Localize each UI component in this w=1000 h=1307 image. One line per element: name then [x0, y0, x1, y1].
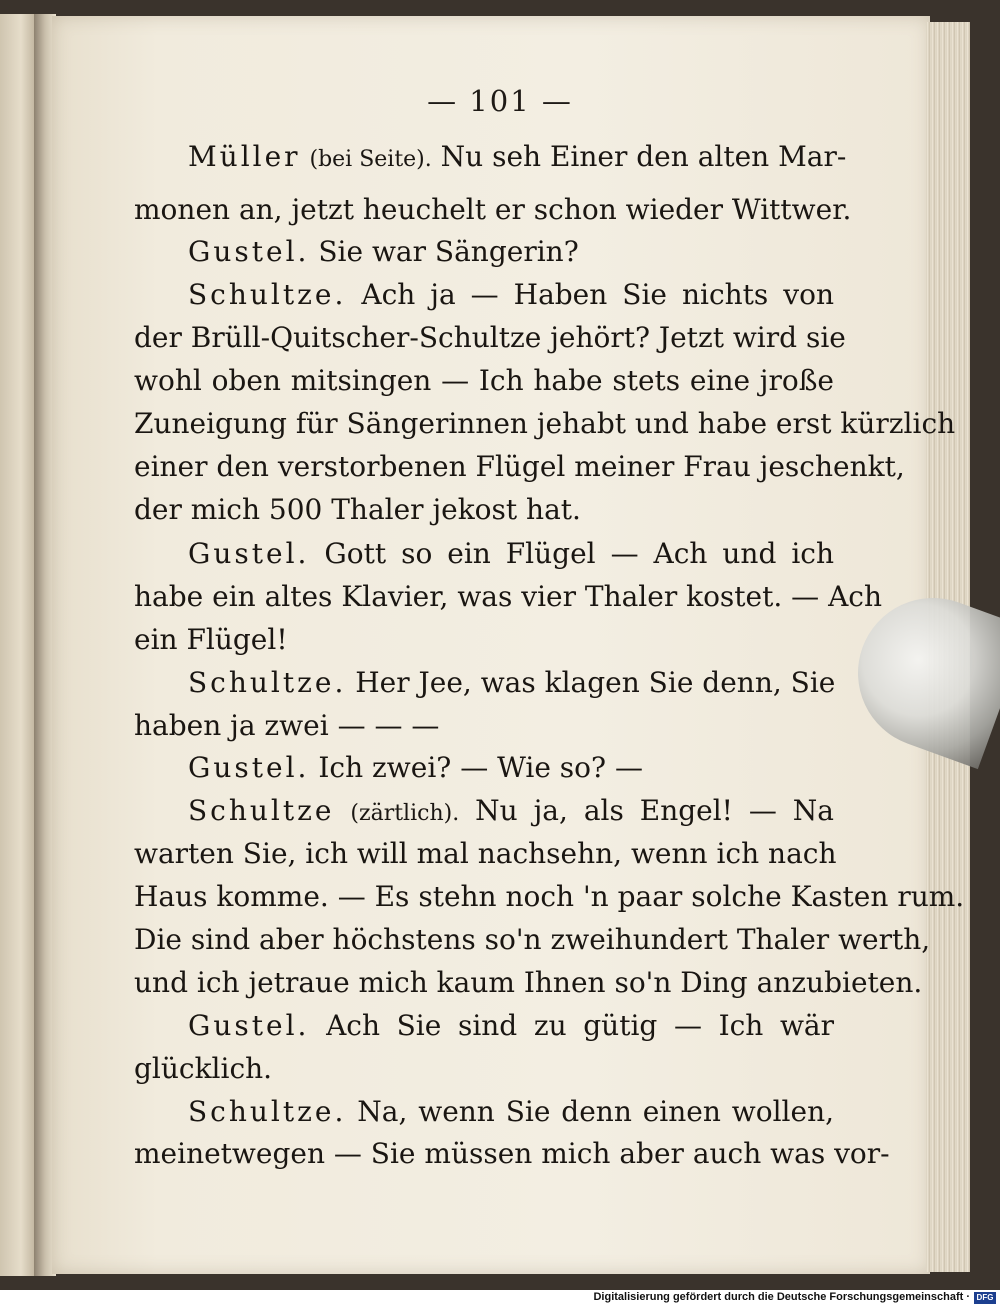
line-text: Her Jee, was klagen Sie denn, Sie — [355, 666, 836, 699]
line-text: der mich 500 Thaler jekost hat. — [134, 493, 581, 526]
speaker-name: Gustel. — [188, 537, 310, 570]
text-line — [188, 748, 834, 788]
line-text: wohl oben mitsingen — Ich habe stets eine jroße — [134, 364, 834, 397]
text-line — [188, 232, 834, 272]
page-number: — 101 — — [427, 84, 573, 118]
left-page-edge — [0, 14, 38, 1276]
text-line — [134, 404, 956, 444]
line-text: Na, wenn Sie denn einen wollen, — [357, 1095, 834, 1128]
text-line — [134, 877, 965, 917]
text-line — [188, 137, 847, 180]
text-line — [134, 706, 834, 746]
line-text: der Brüll-Quitscher-Schultze jehört? Jetzt wird sie — [134, 321, 846, 354]
footer-bar — [0, 1290, 1000, 1307]
line-text: glücklich. — [134, 1052, 273, 1085]
line-text: Ach Sie sind zu gütig — Ich wär — [326, 1009, 835, 1042]
line-text: Gott so ein Flügel — Ach und ich — [324, 537, 834, 570]
stage-direction: (bei Seite). — [309, 147, 432, 172]
line-text: monen an, jetzt heuchelt er schon wieder Wittwer. — [134, 193, 852, 226]
line-text: habe ein altes Klavier, was vier Thaler kostet. — Ach — [134, 580, 883, 613]
text-line — [188, 534, 834, 574]
text-line — [134, 834, 837, 874]
text-line — [134, 1049, 834, 1089]
text-line — [134, 920, 931, 960]
text-line — [188, 1092, 834, 1132]
line-text: haben ja zwei — — — — [134, 709, 440, 742]
text-line — [188, 791, 834, 834]
line-text: Ich zwei? — Wie so? — — [318, 751, 643, 784]
text-line — [134, 963, 923, 1003]
text-line — [188, 275, 834, 315]
speaker-name: Schultze — [188, 794, 335, 827]
text-line — [134, 190, 852, 230]
line-text: und ich jetraue mich kaum Ihnen so'n Ding anzubieten. — [134, 966, 923, 999]
line-text: Die sind aber höchstens so'n zweihundert Thaler werth, — [134, 923, 931, 956]
speaker-name: Schultze. — [188, 278, 347, 311]
line-text: Haus komme. — Es stehn noch 'n paar solche Kasten rum. — [134, 880, 965, 913]
speaker-name: Schultze. — [188, 666, 347, 699]
line-text: Zuneigung für Sängerinnen jehabt und habe erst kürzlich — [134, 407, 956, 440]
line-text: Ach ja — Haben Sie nichts von — [361, 278, 835, 311]
text-line — [134, 577, 883, 617]
speaker-name: Schultze. — [188, 1095, 347, 1128]
line-text: Nu ja, als Engel! — Na — [475, 794, 834, 827]
text-line — [134, 447, 905, 487]
speaker-name: Gustel. — [188, 751, 310, 784]
speaker-name: Gustel. — [188, 235, 310, 268]
speaker-name: Müller — [188, 140, 301, 173]
text-line — [188, 1006, 834, 1046]
line-text: Sie war Sängerin? — [318, 235, 579, 268]
text-line — [134, 490, 834, 530]
stage-direction: (zärtlich). — [350, 801, 460, 826]
speaker-name: Gustel. — [188, 1009, 310, 1042]
text-line — [134, 318, 846, 358]
text-line — [134, 361, 834, 401]
line-text: ein Flügel! — [134, 623, 288, 656]
line-text: Nu seh Einer den alten Mar- — [440, 140, 847, 173]
dfg-logo: DFG — [974, 1292, 996, 1304]
text-line — [134, 620, 834, 660]
text-line — [188, 663, 834, 703]
text-line — [134, 1134, 890, 1174]
line-text: meinetwegen — Sie müssen mich aber auch was vor- — [134, 1137, 890, 1170]
line-text: warten Sie, ich will mal nachsehn, wenn ich nach — [134, 837, 837, 870]
footer-credit: Digitalisierung gefördert durch die Deutsche Forschungsgemeinschaft · — [593, 1291, 970, 1303]
line-text: einer den verstorbenen Flügel meiner Frau jeschenkt, — [134, 450, 905, 483]
